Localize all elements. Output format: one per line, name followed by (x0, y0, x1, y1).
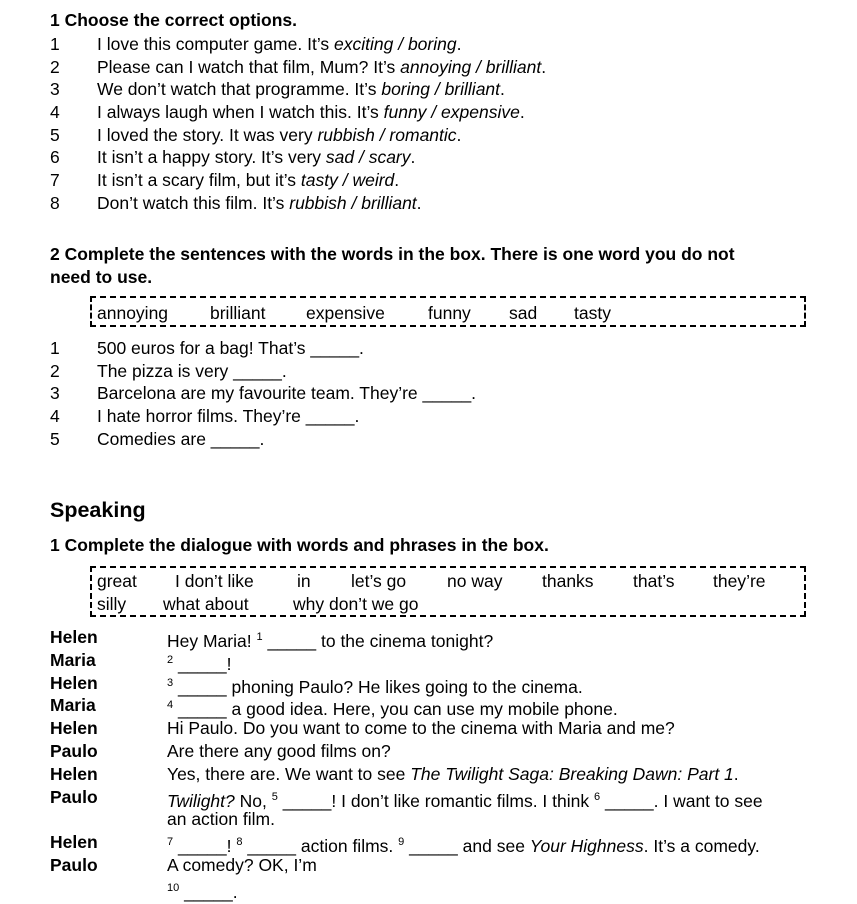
dialogue (50, 626, 850, 900)
item-text: Comedies are _____. (97, 428, 265, 449)
dialogue-line (50, 649, 850, 672)
item-number: 3 (50, 383, 60, 404)
options: rubbish / romantic (317, 124, 457, 145)
item-number: 8 (50, 192, 60, 213)
dialogue-word-box (90, 566, 806, 617)
speaker: Helen (50, 718, 98, 739)
utterance: Yes, there are. We want to see The Twilight Saga: Breaking Dawn: Part 1. (167, 763, 739, 784)
utterance: an action film. (167, 809, 275, 830)
utterance: $^2$ _____! (167, 653, 232, 674)
speaker: Helen (50, 672, 98, 693)
speaker: Helen (50, 763, 98, 784)
item-text: 500 euros for a bag! That’s _____. (97, 338, 364, 358)
word-box-item: what about (163, 594, 249, 614)
item-text: I love this computer game. It’s exciting / boring. (97, 34, 462, 54)
utterance: Are there any good films on? (167, 740, 391, 761)
speaker: Paulo (50, 854, 98, 875)
word-box-item: expensive (306, 303, 385, 323)
utterance: A comedy? OK, I’m (167, 854, 317, 875)
speaker: Helen (50, 627, 98, 647)
speaker: Paulo (50, 740, 98, 761)
word-box-item: silly (97, 594, 127, 614)
item-number: 3 (50, 79, 60, 100)
dialogue-line (50, 740, 850, 763)
options: sad / scary (325, 147, 411, 168)
word-box-item: annoying (97, 303, 169, 323)
utterance: Hey Maria! $^1$ _____ to the cinema tonight? (167, 631, 494, 651)
word-box-item: let’s go (351, 571, 407, 591)
options: exciting / boring (334, 34, 457, 54)
item-number: 5 (50, 428, 60, 449)
word-box-item: great (97, 571, 137, 591)
item-number: 4 (50, 102, 60, 123)
exercise-1-heading: 1 Choose the correct options. (50, 10, 297, 30)
utterance: $^{10}$ _____. (167, 881, 238, 902)
item-text: It isn’t a happy story. It’s very sad / scary. (97, 147, 416, 168)
dialogue-line (50, 626, 850, 649)
speaking-title: Speaking (50, 498, 146, 522)
exercise-2-heading: 2 Complete the sentences with the words in the box. There is one word you do not (50, 244, 735, 264)
dialogue-line-cont (50, 877, 850, 900)
utterance: Hi Paulo. Do you want to come to the cinema with Maria and me? (167, 718, 675, 739)
word-box-item: why don’t we go (293, 594, 419, 614)
options: annoying / brilliant (400, 56, 542, 77)
word-box-item: I don’t like (175, 571, 254, 591)
speaker: Helen (50, 832, 98, 853)
dialogue-line (50, 672, 850, 695)
word-box-item: brilliant (210, 303, 266, 323)
word-box-item: no way (447, 571, 503, 591)
word-box-item: tasty (574, 303, 611, 323)
item-text: I always laugh when I watch this. It’s funny / expensive. (97, 102, 525, 123)
word-box-item: they’re (713, 571, 766, 591)
options: rubbish / brilliant (289, 192, 417, 213)
dialogue-line (50, 694, 850, 720)
dialogue-line (50, 763, 850, 786)
item-number: 2 (50, 360, 60, 381)
utterance: Twilight? No, $^5$ _____! I don’t like romantic films. I think $^6$ _____. I want to see (167, 790, 763, 811)
word-box-item: that’s (633, 571, 675, 591)
dialogue-line (50, 854, 850, 877)
item-text: I hate horror films. They’re _____. (97, 406, 360, 427)
item-number: 7 (50, 170, 60, 191)
item-text: The pizza is very _____. (97, 360, 287, 381)
utterance: $^7$ _____! $^8$ _____ action films. $^9$ _____ and see Your Highness. It’s a comedy. (167, 836, 760, 857)
dialogue-line-cont (50, 808, 850, 831)
item-number: 4 (50, 406, 60, 427)
speaker: Paulo (50, 786, 98, 807)
speaking-heading: 1 Complete the dialogue with words and phrases in the box. (50, 535, 549, 555)
dialogue-line (50, 786, 850, 809)
word-box-item: in (297, 571, 311, 591)
item-number: 1 (50, 338, 60, 358)
word-box-item: sad (509, 303, 538, 323)
item-number: 6 (50, 147, 60, 168)
options: boring / brilliant (381, 79, 501, 100)
options: funny / expensive (383, 102, 520, 123)
item-number: 1 (50, 34, 60, 54)
item-number: 2 (50, 56, 60, 77)
utterance: $^3$ _____ phoning Paulo? He likes going to the cinema. (167, 676, 583, 697)
item-text: Please can I watch that film, Mum? It’s annoying / brilliant. (97, 56, 547, 77)
speaker: Maria (50, 695, 96, 716)
dialogue-line (50, 831, 850, 857)
item-text: Barcelona are my favourite team. They’re _____. (97, 383, 477, 404)
options: tasty / weird (300, 170, 395, 191)
word-box (90, 296, 806, 327)
speaker: Maria (50, 649, 96, 670)
item-text: It isn’t a scary film, but it’s tasty / weird. (97, 170, 400, 191)
dialogue-line (50, 717, 850, 740)
utterance: $^4$ _____ a good idea. Here, you can use my mobile phone. (167, 699, 618, 720)
exercise-2-heading-cont: need to use. (50, 267, 153, 287)
item-text: I loved the story. It was very rubbish / romantic. (97, 124, 462, 145)
item-number: 5 (50, 124, 60, 145)
item-text: Don’t watch this film. It’s rubbish / brilliant. (97, 192, 422, 213)
word-box-item: funny (428, 303, 471, 323)
item-text: We don’t watch that programme. It’s boring / brilliant. (97, 79, 505, 100)
word-box-item: thanks (542, 571, 594, 591)
